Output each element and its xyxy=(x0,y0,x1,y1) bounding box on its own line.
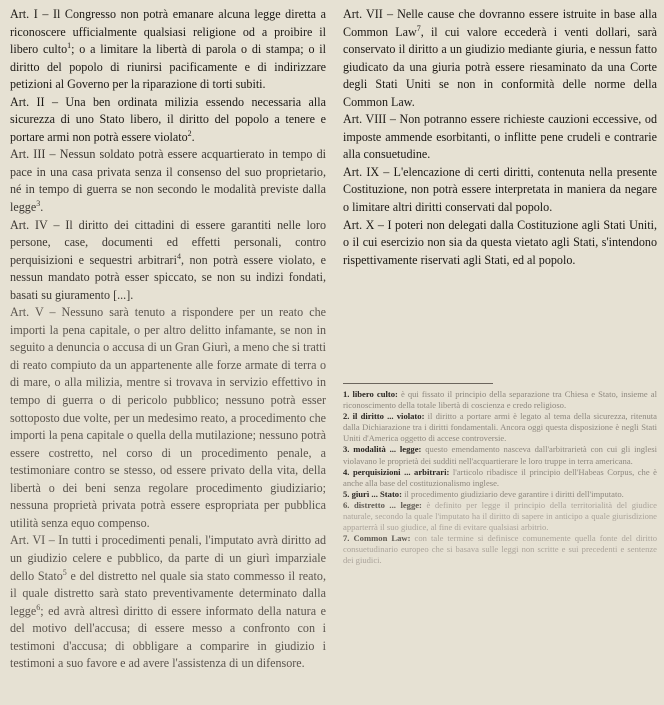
footnotes xyxy=(343,389,657,567)
article-4: Art. IV – Il diritto dei cittadini di essere garantiti nelle loro persone, case, documenti ed effetti personali, contro perquisizioni e sequestri arbitrari$^4$, non potrà essere violato, e nessun mandato potrà esser spiccato, se non su indizi fondati, basati su giuramento [...]. xyxy=(10,217,326,302)
footnote-2: 2. il diritto ... violato: il diritto a portare armi è legato al tema della sicurezza, ritenuta dalla Dichiarazione tra i diritti fondamentali. Ancora oggi questa disposizione è negli Stati Uniti d'America oggetto di accese controversie. xyxy=(343,411,658,444)
footnote-ref-4[interactable]: 4 xyxy=(176,251,181,261)
article-2: Art. II – Una ben ordinata milizia essendo necessaria alla sicurezza di uno Stato libero, il diritto del popolo a tenere e portare armi non potrà essere violato$^2$. xyxy=(10,94,326,144)
article-10: Art. X – I poteri non delegati dalla Costituzione agli Stati Uniti, o il cui esercizio non sia da questa vietato agli Stati, s'intendono rispettivamente riservati agli Stati, ed al popolo. xyxy=(343,217,657,267)
footnote-7: 7. Common Law: con tale termine si definisce comunemente quella fonte del diritto consuetudinario europeo che si basava sulle leggi non scritte e sui precedenti e sentenze dei giudici. xyxy=(343,533,657,566)
footnote-1: 1. libero culto: è qui fissato il principio della separazione tra Chiesa e Stato, insieme al riconoscimento della totale libertà di coscienza e credo religioso. xyxy=(343,389,658,411)
footnote-ref-7[interactable]: 7 xyxy=(416,23,421,33)
article-9: Art. IX – L'elencazione di certi diritti, contenuta nella presente Costituzione, non potrà essere interpretata in maniera da negare o limitare altri diritti conservati dal popolo. xyxy=(343,164,657,215)
footnote-5: 5. giurì ... Stato: il procedimento giudiziario deve garantire i diritti dell'imputato. xyxy=(343,488,624,499)
footnote-4: 4. perquisizioni ... arbitrari: l'articolo ribadisce il principio dell'Habeas Corpus, che è anche alla base del costituzionalismo inglese. xyxy=(343,466,657,488)
article-3: Art. III – Nessun soldato potrà essere acquartierato in tempo di pace in una casa privata senza il consenso del suo proprietario, né in tempo di guerra se non secondo le modalità previste dalla legge$^3$. xyxy=(10,147,326,215)
footnotes-divider xyxy=(343,383,493,384)
footnote-ref-1[interactable]: 1 xyxy=(67,41,72,51)
footnote-ref-6[interactable]: 6 xyxy=(36,602,41,612)
footnote-6: 6. distretto ... legge: è definito per legge il principio della territorialità del giudice naturale, secondo la quale l'imputato ha il diritto di sapere in anticipo a quale giurisdizione apparterrà il suo giudice, al fine di evitare qualsiasi arbitrio. xyxy=(343,499,657,533)
footnote-ref-3[interactable]: 3 xyxy=(36,198,41,208)
article-1: Art. I – Il Congresso non potrà emanare alcuna legge diretta a riconoscere ufficialmente qualsiasi religione od a proibire il libero culto$^1$; o a limitare la libertà di parola o di stampa; o il diritto del popolo di riunirsi pacificamente e di indirizzare petizioni al Governo per la riparazione di torti subiti. xyxy=(10,7,326,92)
footnote-3: 3. modalità ... legge: questo emendamento nasceva dall'arbitrarietà con cui gli inglesi violavano le proprietà dei sudditi nell'acquartierare le loro truppe in terra americana. xyxy=(343,444,657,466)
article-8: Art. VIII – Non potranno essere richieste cauzioni eccessive, od imposte ammende esorbitanti, o inflitte pene crudeli e contrarie alla consuetudine. xyxy=(343,112,657,162)
footnote-ref-5[interactable]: 5 xyxy=(62,567,67,577)
article-6: Art. VI – In tutti i procedimenti penali, l'imputato avrà diritto ad un giudizio celere e pubblico, da parte di un giurì imparziale dello Stato$^5$ e del distretto nel quale sia stato commesso il reato, il quale distretto sarà stato preventivamente determinato dalla legge$^6$; ed avrà altresì diritto di essere informato della natura e del motivo dell'accusa; di essere messo a confronto con i testimoni d'accusa; di obbligare a comparire in giudizio i testimoni a suo favore e ad avere l'assistenza di un difensore. xyxy=(10,533,326,671)
article-7: Art. VII – Nelle cause che dovranno essere istruite in base alla Common Law$^7$, il cui valore eccederà i venti dollari, sarà conservato il diritto a un giudizio mediante giuria, e nessun fatto giudicato da una giuria potrà essere riesaminato da una Corte degli Stati Uniti se non in conformità delle norme della Common Law. xyxy=(343,7,657,109)
footnote-ref-2[interactable]: 2 xyxy=(187,128,192,138)
right-column xyxy=(343,6,657,269)
article-5: Art. V – Nessuno sarà tenuto a rispondere per un reato che importi la pena capitale, o per altro delitto infamante, se non in seguito a denuncia o accusa di un Gran Giurì, a meno che si tratti di reato compiuto da un appartenente alle forze armate di terra o di mare, o alla milizia, mentre si trovava in servizio effettivo in tempo di guerra o di pericolo pubblico; nessuno potrà esser sottoposto due volte, per un medesimo reato, a procedimento che importi la pena capitale o quella della mutilazione; nessuno potrà essere costretto, nel corso di un procedimento penale, a testimoniare contro se stesso, od essere privato della vita, della libertà o dei beni senza regolare procedimento giudiziario; nessuna proprietà privata potrà essere espropriata per pubblica utilità senza equo compenso. xyxy=(10,305,326,530)
left-column xyxy=(10,6,326,673)
